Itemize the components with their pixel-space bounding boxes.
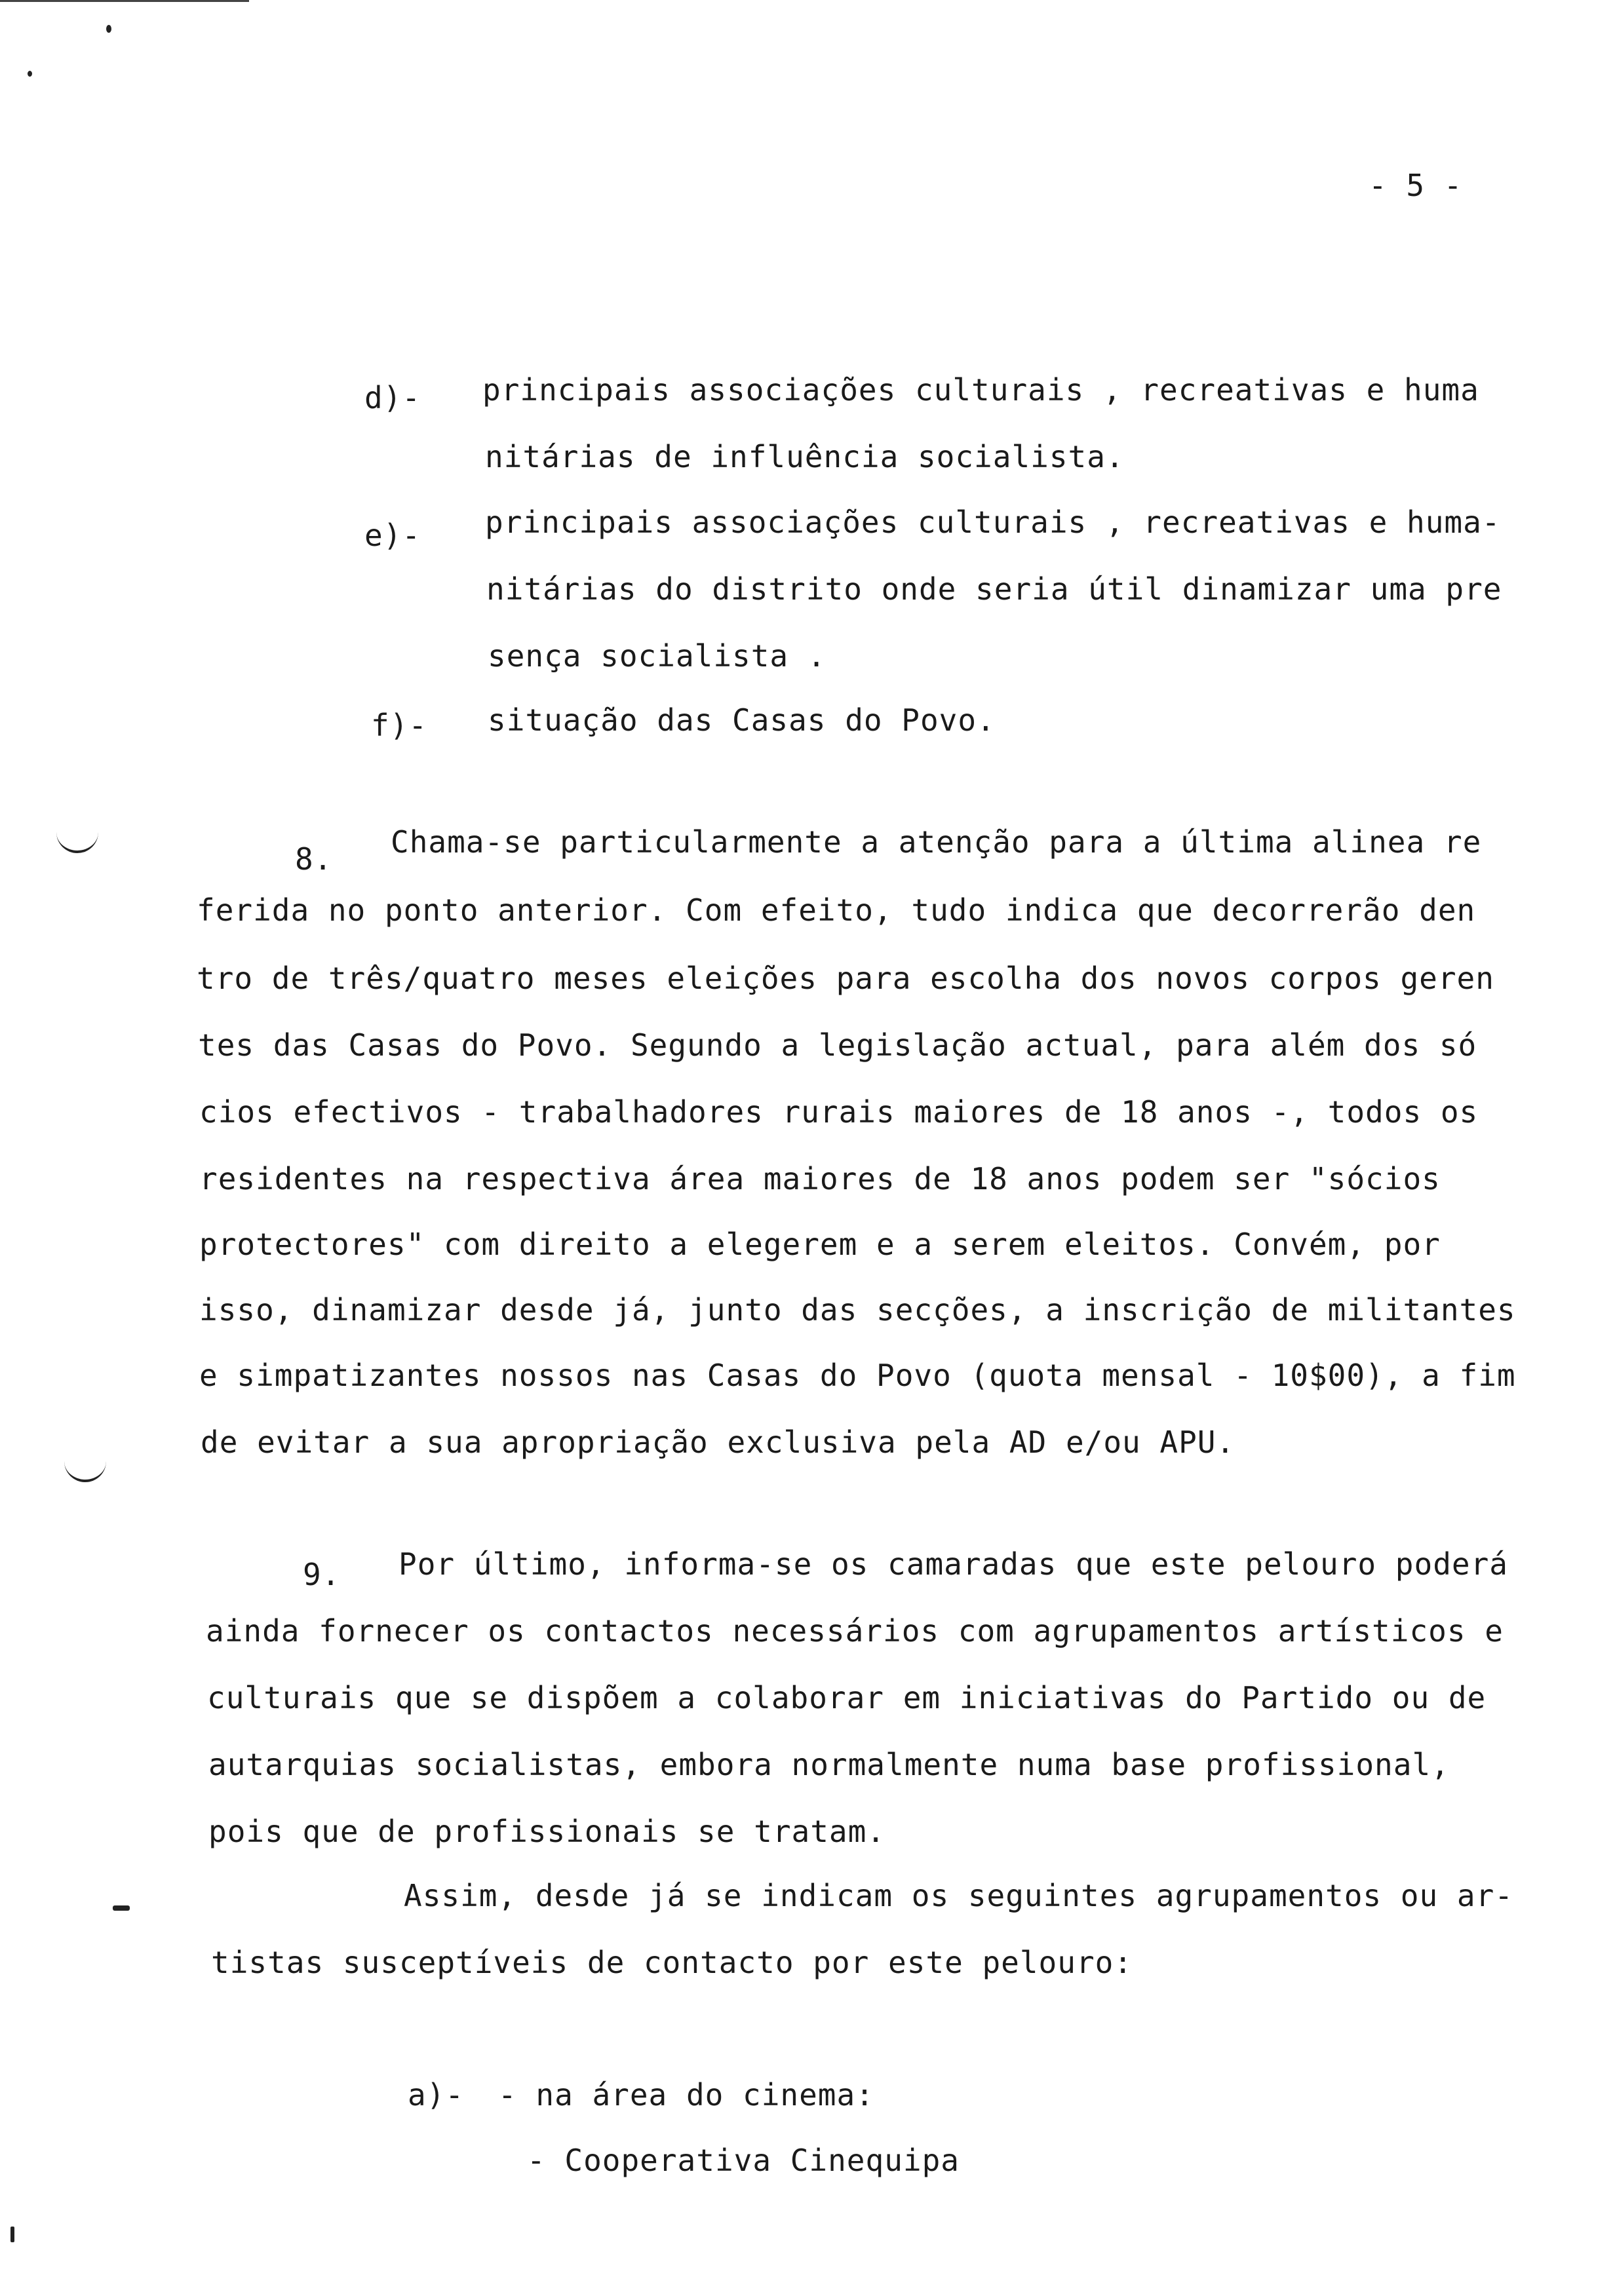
list-item-d-line-1: principais associações culturais , recreativas e huma [482,372,1479,408]
paragraph-9-line-1: Por último, informa-se os camaradas que este pelouro poderá [399,1546,1508,1582]
page-number: - 5 - [1369,168,1463,203]
paragraph-8-line-7: protectores" com direito a elegerem e a serem eleitos. Convém, por [199,1227,1441,1262]
list-marker-d: d)- [364,380,421,415]
intro-line-1: Assim, desde já se indicam os seguintes agrupamentos ou ar- [404,1878,1513,1913]
paragraph-8-line-3: tro de três/quatro meses eleições para escolha dos novos corpos geren [197,961,1494,996]
paragraph-8-line-9: e simpatizantes nossos nas Casas do Povo (quota mensal - 10$00), a fim [199,1358,1516,1393]
paragraph-8-line-10: de evitar a sua apropriação exclusiva pela AD e/ou APU. [201,1425,1236,1460]
paragraph-8-line-2: ferida no ponto anterior. Com efeito, tudo indica que decorrerão den [197,892,1476,928]
scan-speck [106,25,111,33]
intro-line-2: tistas susceptíveis de contacto por este pelouro: [211,1945,1133,1980]
margin-bracket-mark [64,1461,106,1482]
margin-arrow-mark [113,1905,130,1911]
paragraph-9-number: 9. [303,1557,341,1592]
list-item-e-line-3: sença socialista . [488,638,827,674]
margin-bracket-mark [56,832,98,853]
list-item-a-heading: - na área do cinema: [498,2077,874,2113]
list-item-e-line-2: nitárias do distrito onde seria útil dinamizar uma pre [486,571,1502,607]
list-item-f-line-1: situação das Casas do Povo. [488,702,996,738]
list-item-e-line-1: principais associações culturais , recreativas e huma- [485,505,1501,540]
top-edge-rule [0,0,249,2]
paragraph-8-line-4: tes das Casas do Povo. Segundo a legislação actual, para além dos só [198,1027,1477,1063]
list-marker-e: e)- [364,518,421,553]
list-item-a-entry: - Cooperativa Cinequipa [527,2143,960,2178]
paragraph-9-line-5: pois que de profissionais se tratam. [208,1814,885,1849]
paragraph-8-line-5: cios efectivos - trabalhadores rurais maiores de 18 anos -, todos os [199,1094,1479,1130]
scan-speck [28,71,32,77]
paragraph-9-line-2: ainda fornecer os contactos necessários com agrupamentos artísticos e [206,1613,1504,1649]
scan-speck [10,2227,14,2242]
paragraph-9-line-4: autarquias socialistas, embora normalmente numa base profissional, [208,1747,1450,1782]
paragraph-9-line-3: culturais que se dispõem a colaborar em iniciativas do Partido ou de [207,1680,1487,1715]
paragraph-8-line-6: residentes na respectiva área maiores de 18 anos podem ser "sócios [199,1161,1441,1196]
list-marker-f: f)- [371,708,428,743]
list-marker-a: a)- [408,2077,465,2113]
paragraph-8-number: 8. [295,841,333,877]
paragraph-8-line-8: isso, dinamizar desde já, junto das secções, a inscrição de militantes [199,1292,1516,1328]
paragraph-8-line-1: Chama-se particularmente a atenção para a última alinea re [391,824,1482,860]
list-item-d-line-2: nitárias de influência socialista. [485,439,1125,474]
